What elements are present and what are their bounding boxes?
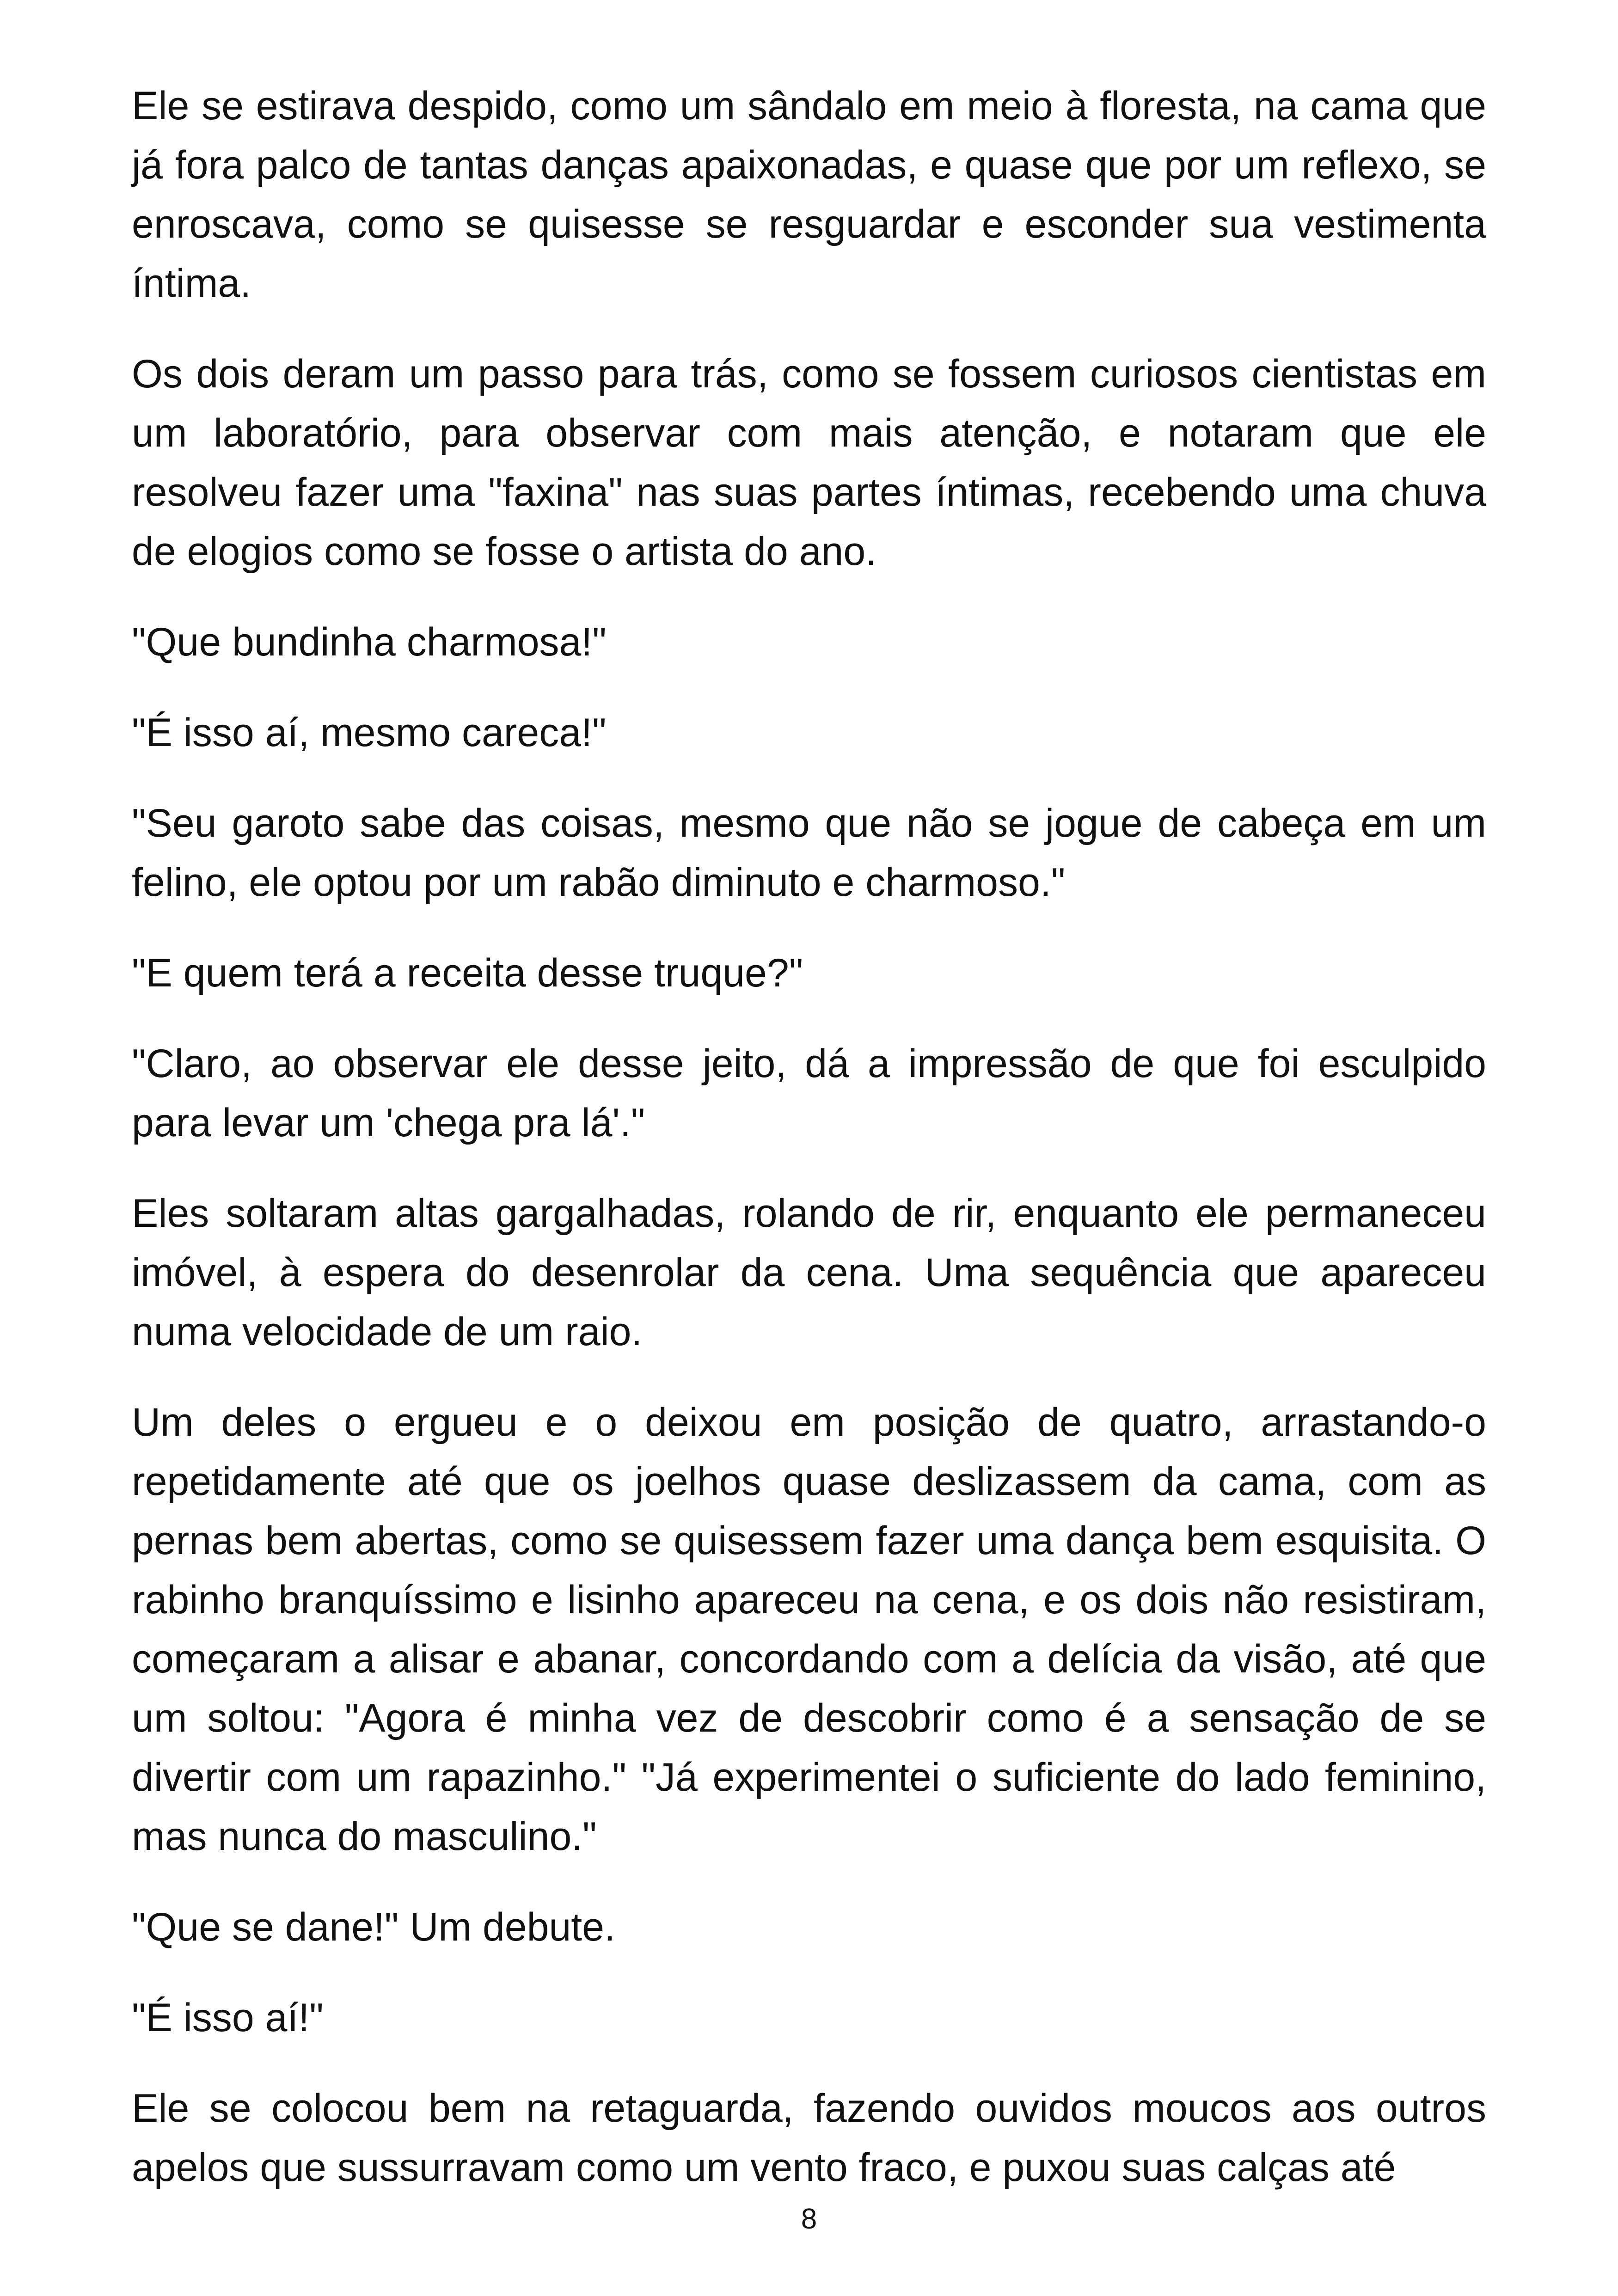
paragraph: "Claro, ao observar ele desse jeito, dá a impressão de que foi esculpido para levar um 'chega pra lá'." bbox=[132, 1041, 1486, 1145]
paragraph: "Que bundinha charmosa!" bbox=[132, 620, 607, 664]
paragraph: Um deles o ergueu e o deixou em posição de quatro, arrastando-o repetidamente até que os joelhos quase deslizassem da cama, com as pernas bem abertas, como se quisessem fazer uma dança bem esquisita. O rabinho branquíssimo e lisinho apareceu na cena, e os dois não resistiram, começaram a alisar e abanar, concordando com a delícia da visão, até que um soltou: "Agora é minha vez de descobrir como é a sensação de se divertir com um rapazinho." "Já experimentei o suficiente do lado feminino, mas nunca do masculino." bbox=[132, 1400, 1486, 1859]
body-text bbox=[132, 76, 1486, 2229]
paragraph: Ele se colocou bem na retaguarda, fazendo ouvidos moucos aos outros apelos que sussurravam como um vento fraco, e puxou suas calças até bbox=[132, 2086, 1486, 2190]
page-number: 8 bbox=[801, 2203, 817, 2235]
paragraph: "Seu garoto sabe das coisas, mesmo que não se jogue de cabeça em um felino, ele optou por um rabão diminuto e charmoso." bbox=[132, 801, 1486, 905]
paragraph: "É isso aí, mesmo careca!" bbox=[132, 710, 607, 755]
paragraph: "É isso aí!" bbox=[132, 1996, 324, 2040]
paragraph: Os dois deram um passo para trás, como se fossem curiosos cientistas em um laboratório, para observar com mais atenção, e notaram que ele resolveu fazer uma "faxina" nas suas partes íntimas, recebendo uma chuva de elogios como se fosse o artista do ano. bbox=[132, 352, 1486, 574]
paragraph: "Que se dane!" Um debute. bbox=[132, 1905, 615, 1949]
paragraph: Ele se estirava despido, como um sândalo em meio à floresta, na cama que já fora palco de tantas danças apaixonadas, e quase que por um reflexo, se enroscava, como se quisesse se resguardar e esconder sua vestimenta íntima. bbox=[132, 84, 1486, 306]
paragraph: "E quem terá a receita desse truque?" bbox=[132, 951, 803, 995]
paragraph: Eles soltaram altas gargalhadas, rolando de rir, enquanto ele permaneceu imóvel, à espera do desenrolar da cena. Uma sequência que apareceu numa velocidade de um raio. bbox=[132, 1191, 1486, 1354]
